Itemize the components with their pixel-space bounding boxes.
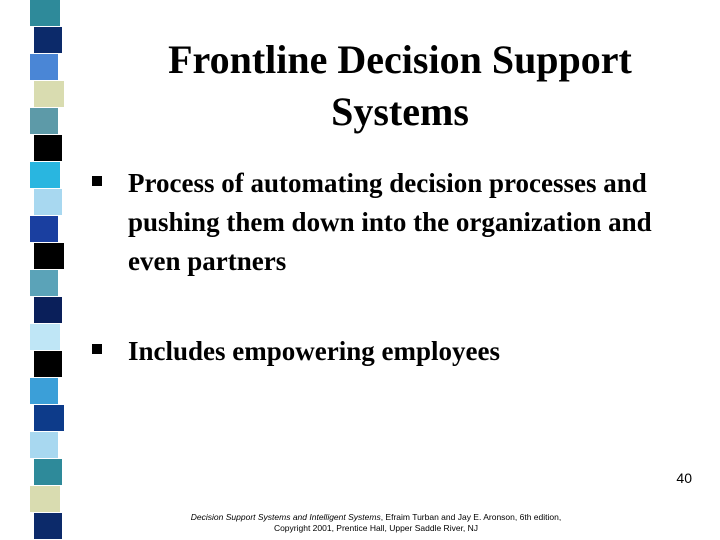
footer-authors: , Efraim Turban and Jay E. Aronson, 6th edition, bbox=[380, 512, 562, 522]
bullet-text: Includes empowering employees bbox=[128, 336, 500, 366]
footer-copyright: Copyright 2001, Prentice Hall, Upper Saddle River, NJ bbox=[273, 523, 479, 533]
square-bullet-icon bbox=[92, 344, 102, 354]
bullet-text: Process of automating decision processes and pushing them down into the organization and even partners bbox=[128, 168, 652, 276]
square-bullet-icon bbox=[92, 176, 102, 186]
stripe-block bbox=[34, 189, 62, 216]
stripe-block bbox=[30, 216, 58, 243]
stripe-block bbox=[30, 486, 60, 513]
stripe-block bbox=[34, 297, 62, 324]
stripe-block bbox=[34, 243, 64, 270]
stripe-block bbox=[34, 459, 62, 486]
stripe-block bbox=[30, 432, 58, 459]
stripe-block bbox=[34, 27, 62, 54]
footer-citation bbox=[118, 512, 634, 534]
stripe-block bbox=[30, 108, 58, 135]
stripe-block bbox=[30, 378, 58, 405]
stripe-block bbox=[30, 54, 58, 81]
stripe-block bbox=[34, 513, 62, 540]
stripe-block bbox=[30, 324, 60, 351]
page-number: 40 bbox=[676, 470, 692, 486]
slide-title: Frontline Decision Support Systems bbox=[168, 37, 632, 134]
footer-book-title: Decision Support Systems and Intelligent Systems bbox=[190, 512, 381, 522]
stripe-block bbox=[34, 135, 62, 162]
stripe-block bbox=[34, 81, 64, 108]
stripe-block bbox=[34, 351, 62, 378]
decorative-stripe bbox=[0, 0, 66, 540]
stripe-block bbox=[34, 405, 64, 432]
stripe-block bbox=[30, 162, 60, 189]
stripe-block bbox=[30, 270, 58, 297]
stripe-block bbox=[30, 0, 60, 27]
